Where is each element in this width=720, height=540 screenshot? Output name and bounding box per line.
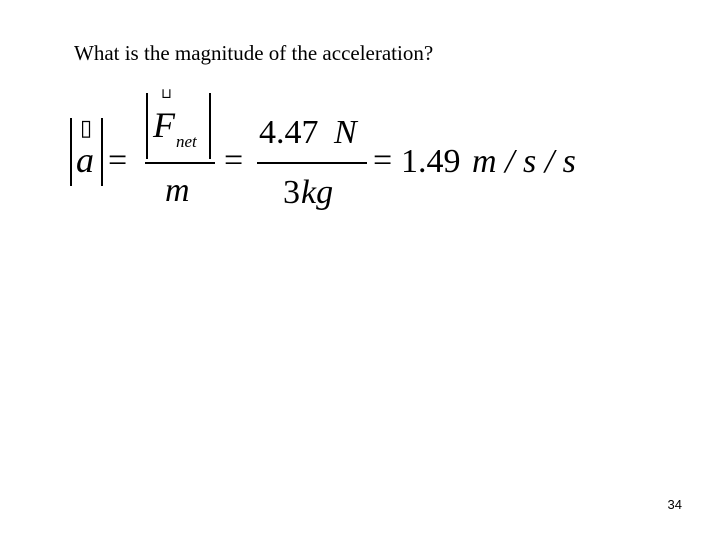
vector-marker-f: ⊔	[161, 87, 172, 102]
result-unit: m / s / s	[472, 143, 576, 180]
abs-bar-left-f	[146, 93, 148, 159]
mass-value: 3	[283, 174, 300, 211]
force-unit: N	[334, 114, 357, 151]
question-text: What is the magnitude of the acceleration?	[74, 41, 434, 65]
fraction-bar-1	[145, 162, 215, 164]
force-symbol: F	[153, 105, 175, 145]
acceleration-symbol: a	[76, 140, 94, 180]
force-subscript: net	[176, 132, 197, 151]
abs-bar-left-a	[70, 118, 72, 186]
fraction-bar-2	[257, 162, 367, 164]
equals-sign-1: =	[108, 142, 128, 179]
force-value: 4.47	[259, 114, 319, 151]
result-value: 1.49	[401, 143, 461, 180]
vector-marker-a: ▯	[80, 115, 93, 140]
abs-bar-right-f	[209, 93, 211, 159]
equals-sign-2: =	[224, 142, 244, 179]
abs-bar-right-a	[101, 118, 103, 186]
mass-unit: kg	[301, 174, 334, 211]
page-number: 34	[667, 497, 682, 512]
equals-sign-3: =	[373, 142, 393, 179]
mass-symbol: m	[165, 172, 190, 209]
